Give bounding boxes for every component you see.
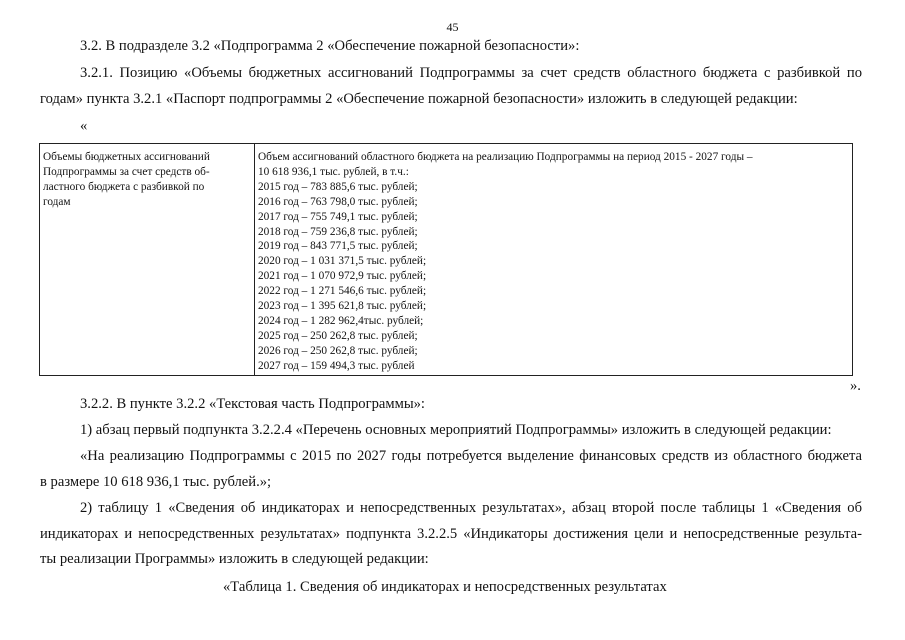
right-cell-line: 2022 год – 1 271 546,6 тыс. рублей; <box>258 285 427 298</box>
close-quote: ». <box>850 378 861 394</box>
item-3-2-2: 3.2.2. В пункте 3.2.2 «Текстовая часть Подпрограммы»: <box>80 396 425 412</box>
quote-paragraph-line-2: в размере 10 618 936,1 тыс. рублей.»; <box>40 474 272 490</box>
right-cell-line: 10 618 936,1 тыс. рублей, в т.ч.: <box>258 165 409 178</box>
right-cell-line: 2019 год – 843 771,5 тыс. рублей; <box>258 240 418 253</box>
table-caption: «Таблица 1. Сведения об индикаторах и непосредственных результатах <box>223 579 667 595</box>
right-cell-line: 2021 год – 1 070 972,9 тыс. рублей; <box>258 270 427 283</box>
table-left-cell <box>40 144 255 375</box>
right-cell-line: 2025 год – 250 262,8 тыс. рублей; <box>258 329 418 342</box>
paragraph-2-line-1: 2) таблицу 1 «Сведения об индикаторах и непосредственных результатах», абзац второй после таблицы 1 «Сведения об <box>80 500 862 516</box>
page-number: 45 <box>446 20 459 34</box>
right-cell-line: 2018 год – 759 236,8 тыс. рублей; <box>258 225 418 238</box>
table-right-cell <box>255 144 852 375</box>
paragraph-2-line-3: ты реализации Программы» изложить в следующей редакции: <box>40 551 429 567</box>
right-cell-line: Объем ассигнований областного бюджета на реализацию Подпрограммы на период 2015 - 2027 годы – <box>258 151 753 163</box>
section-heading: 3.2. В подразделе 3.2 «Подпрограмма 2 «Обеспечение пожарной безопасности»: <box>80 38 580 54</box>
left-cell-line: Подпрограммы за счет средств об- <box>43 165 210 178</box>
left-cell-line: ластного бюджета с разбивкой по <box>43 180 205 193</box>
item-3-2-1-line-2: годам» пункта 3.2.1 «Паспорт подпрограммы 2 «Обеспечение пожарной безопасности» изложить в следующей редакции: <box>40 91 798 107</box>
paragraph-1: 1) абзац первый подпункта 3.2.2.4 «Перечень основных мероприятий Подпрограммы» изложить в следующей редакции: <box>80 422 832 438</box>
right-cell-line: 2023 год – 1 395 621,8 тыс. рублей; <box>258 300 427 313</box>
right-cell-line: 2016 год – 763 798,0 тыс. рублей; <box>258 195 418 208</box>
right-cell-line: 2017 год – 755 749,1 тыс. рублей; <box>258 210 418 223</box>
right-cell-line: 2027 год – 159 494,3 тыс. рублей <box>258 359 415 372</box>
right-cell-line: 2015 год – 783 885,6 тыс. рублей; <box>258 180 418 193</box>
open-quote: « <box>80 118 88 134</box>
right-cell-line: 2020 год – 1 031 371,5 тыс. рублей; <box>258 255 427 268</box>
budget-table <box>39 143 853 376</box>
item-3-2-1-line-1: 3.2.1. Позицию «Объемы бюджетных ассигнований Подпрограммы за счет средств областного бюджета с разбивкой по <box>80 65 862 81</box>
left-cell-line: Объемы бюджетных ассигнований <box>43 151 210 163</box>
left-cell-line: годам <box>43 195 71 208</box>
right-cell-line: 2024 год – 1 282 962,4тыс. рублей; <box>258 314 424 327</box>
quote-paragraph-line-1: «На реализацию Подпрограммы с 2015 по 2027 годы потребуется выделение финансовых средств из областного бюджета <box>80 448 862 464</box>
paragraph-2-line-2: индикаторах и непосредственных результатах» подпункта 3.2.2.5 «Индикаторы достижения цели и непосредственные результа- <box>40 526 862 542</box>
right-cell-line: 2026 год – 250 262,8 тыс. рублей; <box>258 344 418 357</box>
